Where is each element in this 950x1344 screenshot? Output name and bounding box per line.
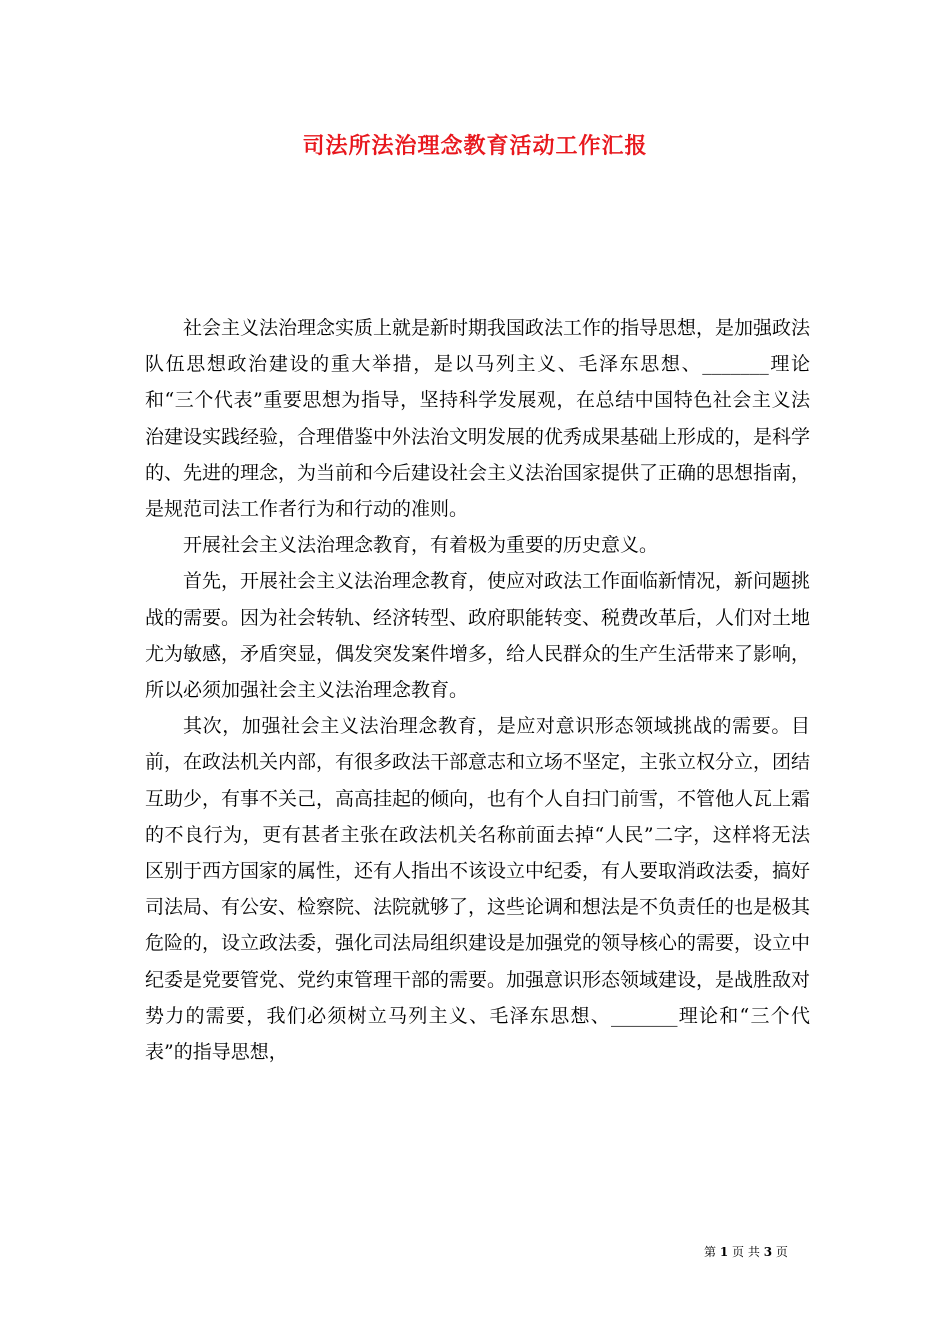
page-number-footer <box>704 1244 788 1260</box>
paragraph: 社会主义法治理念实质上就是新时期我国政法工作的指导思想，是加强政法队伍思想政治建设的重大举措，是以马列主义、毛泽东思想、_______理论和“三个代表”重要思想为指导，坚持科学发展观，在总结中国特色社会主义法治建设实践经验，合理借鉴中外法治文明发展的优秀成果基础上形成的，是科学的、先进的理念，为当前和今后建设社会主义法治国家提供了正确的思想指南，是规范司法工作者行为和行动的准则。 <box>145 317 811 521</box>
page-suffix: 页 <box>775 1245 788 1259</box>
paragraph: 首先，开展社会主义法治理念教育，使应对政法工作面临新情况，新问题挑战的需要。因为社会转轨、经济转型、政府职能转变、税费改革后，人们对土地尤为敏感，矛盾突显，偶发突发案件增多，给人民群众的生产生活带来了影响，所以必须加强社会主义法治理念教育。 <box>145 570 811 702</box>
document-title: 司法所法治理念教育活动工作汇报 <box>302 133 648 159</box>
document-body <box>145 310 810 1070</box>
paragraph: 开展社会主义法治理念教育，有着极为重要的历史意义。 <box>183 534 659 557</box>
page-total: 3 <box>763 1245 773 1259</box>
page-middle: 页 共 <box>732 1245 760 1259</box>
page-prefix: 第 <box>704 1245 717 1259</box>
paragraph: 其次，加强社会主义法治理念教育，是应对意识形态领域挑战的需要。目前，在政法机关内部，有很多政法干部意志和立场不坚定，主张立权分立，团结互助少，有事不关己，高高挂起的倾向，也有个人自扫门前雪，不管他人瓦上霜的不良行为，更有甚者主张在政法机关名称前面去掉“人民”二字，这样将无法区别于西方国家的属性，还有人指出不该设立中纪委，有人要取消政法委，搞好司法局、有公安、检察院、法院就够了，这些论调和想法是不负责任的也是极其危险的，设立政法委，强化司法局组织建设是加强党的领导核心的需要，设立中纪委是党要管党、党约束管理干部的需要。加强意识形态领域建设，是战胜敌对势力的需要，我们必须树立马列主义、毛泽东思想、_______理论和“三个代表”的指导思想， <box>145 715 811 1064</box>
page-current: 1 <box>719 1245 729 1259</box>
